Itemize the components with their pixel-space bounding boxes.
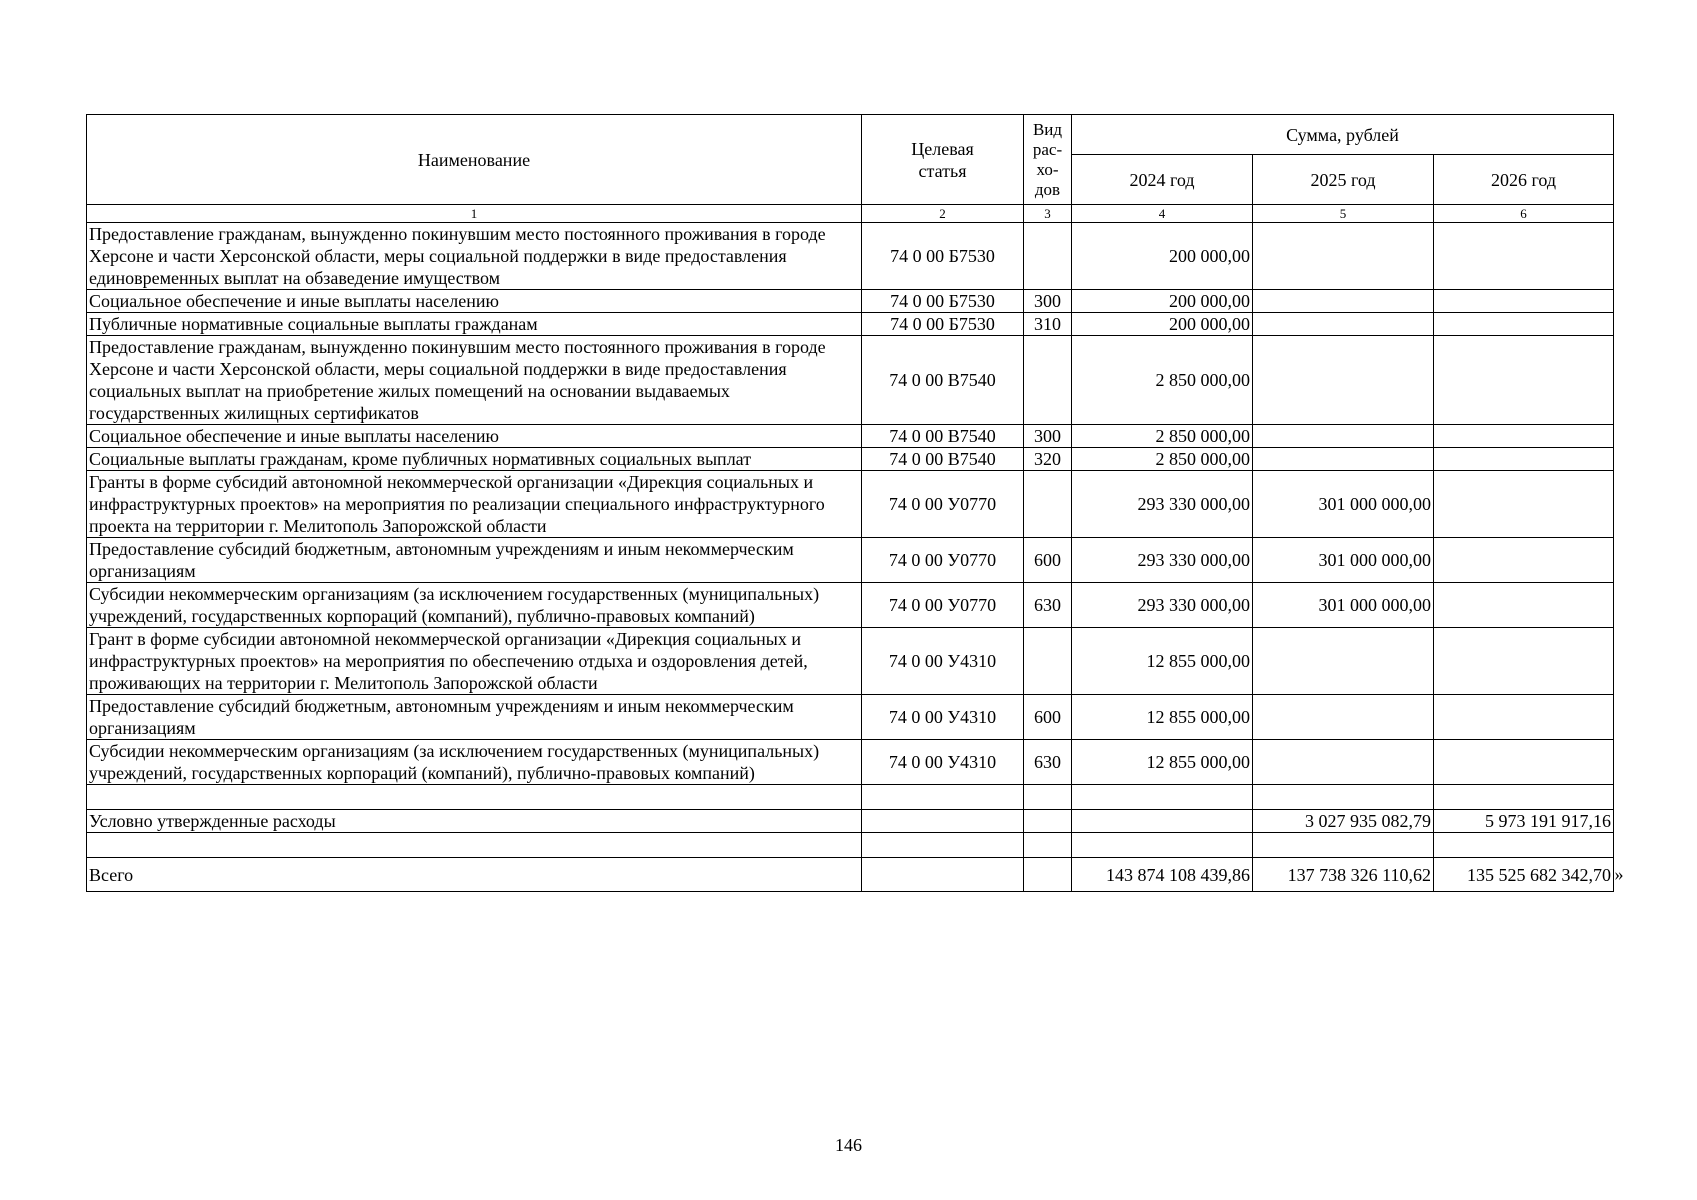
empty-cell [1072, 785, 1253, 810]
row-expense-type: 630 [1024, 740, 1072, 785]
row-sum-2024: 2 850 000,00 [1072, 336, 1253, 425]
empty-cell [1024, 833, 1072, 858]
row-sum-2024: 200 000,00 [1072, 313, 1253, 336]
empty-cell [87, 833, 862, 858]
row-name: Предоставление гражданам, вынужденно покинувшим место постоянного проживания в городе Херсоне и части Херсонской области, меры социальной поддержки в виде предоставления социальных выплат на приобретение жилых помещений на основании выдаваемых государственных жилищных сертификатов [87, 336, 862, 425]
row-name: Публичные нормативные социальные выплаты гражданам [87, 313, 862, 336]
table-row [87, 471, 1614, 538]
row-sum-2025: 301 000 000,00 [1253, 538, 1434, 583]
row-sum-2024: 293 330 000,00 [1072, 471, 1253, 538]
row-sum-2026 [1434, 313, 1614, 336]
table-row [87, 740, 1614, 785]
table-row [87, 538, 1614, 583]
header-target-article: Целевая статья [862, 115, 1024, 205]
row-name: Предоставление субсидий бюджетным, автономным учреждениям и иным некоммерческим организациям [87, 538, 862, 583]
column-number: 2 [862, 205, 1024, 223]
empty-cell [1072, 833, 1253, 858]
empty-cell [862, 858, 1024, 892]
row-target-article: 74 0 00 У0770 [862, 538, 1024, 583]
column-number: 6 [1434, 205, 1614, 223]
row-target-article: 74 0 00 В7540 [862, 336, 1024, 425]
table-row [87, 448, 1614, 471]
header-year-2026: 2026 год [1434, 155, 1614, 205]
row-target-article: 74 0 00 У4310 [862, 628, 1024, 695]
row-sum-2026 [1434, 471, 1614, 538]
row-sum-2024: 12 855 000,00 [1072, 628, 1253, 695]
row-name: Гранты в форме субсидий автономной некоммерческой организации «Дирекция социальных и инфраструктурных проектов» на мероприятия по реализации специального инфраструктурного проекта на территории г. Мелитополь Запорожской области [87, 471, 862, 538]
page-number: 146 [835, 1135, 862, 1155]
table-row [87, 223, 1614, 290]
row-sum-2025 [1253, 290, 1434, 313]
row-sum-2024: 200 000,00 [1072, 223, 1253, 290]
row-expense-type: 300 [1024, 290, 1072, 313]
row-sum-2025 [1253, 628, 1434, 695]
empty-cell [1434, 833, 1614, 858]
table-row [87, 313, 1614, 336]
row-sum-2026 [1434, 290, 1614, 313]
row-expense-type [1024, 336, 1072, 425]
total-label: Всего [87, 858, 862, 892]
header-name: Наименование [87, 115, 862, 205]
row-sum-2026 [1434, 583, 1614, 628]
table-row [87, 290, 1614, 313]
row-target-article: 74 0 00 Б7530 [862, 223, 1024, 290]
spacer-row [87, 785, 1614, 810]
row-name: Субсидии некоммерческим организациям (за исключением государственных (муниципальных) учреждений, государственных корпораций (компаний), публично-правовых компаний) [87, 583, 862, 628]
empty-cell [1024, 810, 1072, 833]
header-year-2025: 2025 год [1253, 155, 1434, 205]
row-expense-type [1024, 471, 1072, 538]
row-sum-2026 [1434, 695, 1614, 740]
row-expense-type: 300 [1024, 425, 1072, 448]
empty-cell [1253, 833, 1434, 858]
row-sum-2025 [1253, 448, 1434, 471]
row-sum-2026 [1434, 223, 1614, 290]
row-sum-2024: 293 330 000,00 [1072, 583, 1253, 628]
row-expense-type: 310 [1024, 313, 1072, 336]
row-sum-2025 [1253, 336, 1434, 425]
total-sum-2025: 137 738 326 110,62 [1253, 858, 1434, 892]
total-row [87, 858, 1614, 892]
row-target-article: 74 0 00 У0770 [862, 471, 1024, 538]
table-row [87, 583, 1614, 628]
table-body [87, 223, 1614, 892]
table-row [87, 695, 1614, 740]
row-target-article: 74 0 00 У4310 [862, 695, 1024, 740]
empty-cell [1253, 785, 1434, 810]
column-number: 1 [87, 205, 862, 223]
header-expense-type-line: хо- [1036, 159, 1059, 179]
header-sum-group: Сумма, рублей [1072, 115, 1614, 155]
table-row [87, 628, 1614, 695]
row-sum-2024: 2 850 000,00 [1072, 448, 1253, 471]
closing-quote-mark: » [1614, 863, 1624, 884]
column-number: 3 [1024, 205, 1072, 223]
header-expense-type-line: рас- [1032, 139, 1063, 159]
row-target-article: 74 0 00 Б7530 [862, 290, 1024, 313]
row-name: Грант в форме субсидии автономной некоммерческой организации «Дирекция социальных и инфраструктурных проектов» на мероприятия по обеспечению отдыха и оздоровления детей, проживающих на территории г. Мелитополь Запорожской области [87, 628, 862, 695]
row-sum-2025: 301 000 000,00 [1253, 583, 1434, 628]
row-expense-type [1024, 223, 1072, 290]
empty-cell [862, 833, 1024, 858]
row-expense-type: 600 [1024, 538, 1072, 583]
spacer-row [87, 833, 1614, 858]
row-expense-type: 630 [1024, 583, 1072, 628]
row-sum-2024: 293 330 000,00 [1072, 538, 1253, 583]
conditional-sum-2026: 5 973 191 917,16 [1434, 810, 1614, 833]
row-sum-2026 [1434, 336, 1614, 425]
row-sum-2025 [1253, 313, 1434, 336]
empty-cell [1024, 858, 1072, 892]
row-expense-type: 600 [1024, 695, 1072, 740]
empty-cell [862, 810, 1024, 833]
total-sum-2026: 135 525 682 342,70 [1434, 858, 1614, 892]
row-expense-type: 320 [1024, 448, 1072, 471]
row-sum-2024: 2 850 000,00 [1072, 425, 1253, 448]
empty-cell [87, 785, 862, 810]
row-sum-2026 [1434, 628, 1614, 695]
row-sum-2026 [1434, 425, 1614, 448]
conditional-sum-2024 [1072, 810, 1253, 833]
row-sum-2024: 200 000,00 [1072, 290, 1253, 313]
row-sum-2026 [1434, 538, 1614, 583]
empty-cell [1434, 785, 1614, 810]
row-target-article: 74 0 00 В7540 [862, 448, 1024, 471]
empty-cell [862, 785, 1024, 810]
row-target-article: 74 0 00 У0770 [862, 583, 1024, 628]
row-name: Предоставление гражданам, вынужденно покинувшим место постоянного проживания в городе Херсоне и части Херсонской области, меры социальной поддержки в виде предоставления единовременных выплат на обзаведение имуществом [87, 223, 862, 290]
row-target-article: 74 0 00 В7540 [862, 425, 1024, 448]
row-name: Субсидии некоммерческим организациям (за исключением государственных (муниципальных) учреждений, государственных корпораций (компаний), публично-правовых компаний) [87, 740, 862, 785]
row-sum-2026 [1434, 740, 1614, 785]
header-year-2024: 2024 год [1072, 155, 1253, 205]
row-sum-2025: 301 000 000,00 [1253, 471, 1434, 538]
row-sum-2025 [1253, 425, 1434, 448]
conditional-expenses-label: Условно утвержденные расходы [87, 810, 862, 833]
row-sum-2026 [1434, 448, 1614, 471]
header-expense-type-line: Вид [1032, 119, 1063, 139]
column-number: 5 [1253, 205, 1434, 223]
row-sum-2025 [1253, 740, 1434, 785]
row-target-article: 74 0 00 У4310 [862, 740, 1024, 785]
row-target-article: 74 0 00 Б7530 [862, 313, 1024, 336]
header-expense-type [1024, 115, 1072, 205]
row-name: Предоставление субсидий бюджетным, автономным учреждениям и иным некоммерческим организациям [87, 695, 862, 740]
conditional-expenses-row [87, 810, 1614, 833]
row-sum-2025 [1253, 223, 1434, 290]
column-number: 4 [1072, 205, 1253, 223]
empty-cell [1024, 785, 1072, 810]
row-sum-2025 [1253, 695, 1434, 740]
row-name: Социальное обеспечение и иные выплаты населению [87, 425, 862, 448]
budget-table [86, 114, 1614, 892]
row-expense-type [1024, 628, 1072, 695]
total-sum-2024: 143 874 108 439,86 [1072, 858, 1253, 892]
conditional-sum-2025: 3 027 935 082,79 [1253, 810, 1434, 833]
column-number-row [87, 205, 1614, 223]
row-sum-2024: 12 855 000,00 [1072, 740, 1253, 785]
row-name: Социальное обеспечение и иные выплаты населению [87, 290, 862, 313]
table-row [87, 425, 1614, 448]
header-expense-type-line: дов [1034, 179, 1061, 199]
document-sheet [86, 114, 1624, 892]
row-name: Социальные выплаты гражданам, кроме публичных нормативных социальных выплат [87, 448, 862, 471]
row-sum-2024: 12 855 000,00 [1072, 695, 1253, 740]
table-row [87, 336, 1614, 425]
